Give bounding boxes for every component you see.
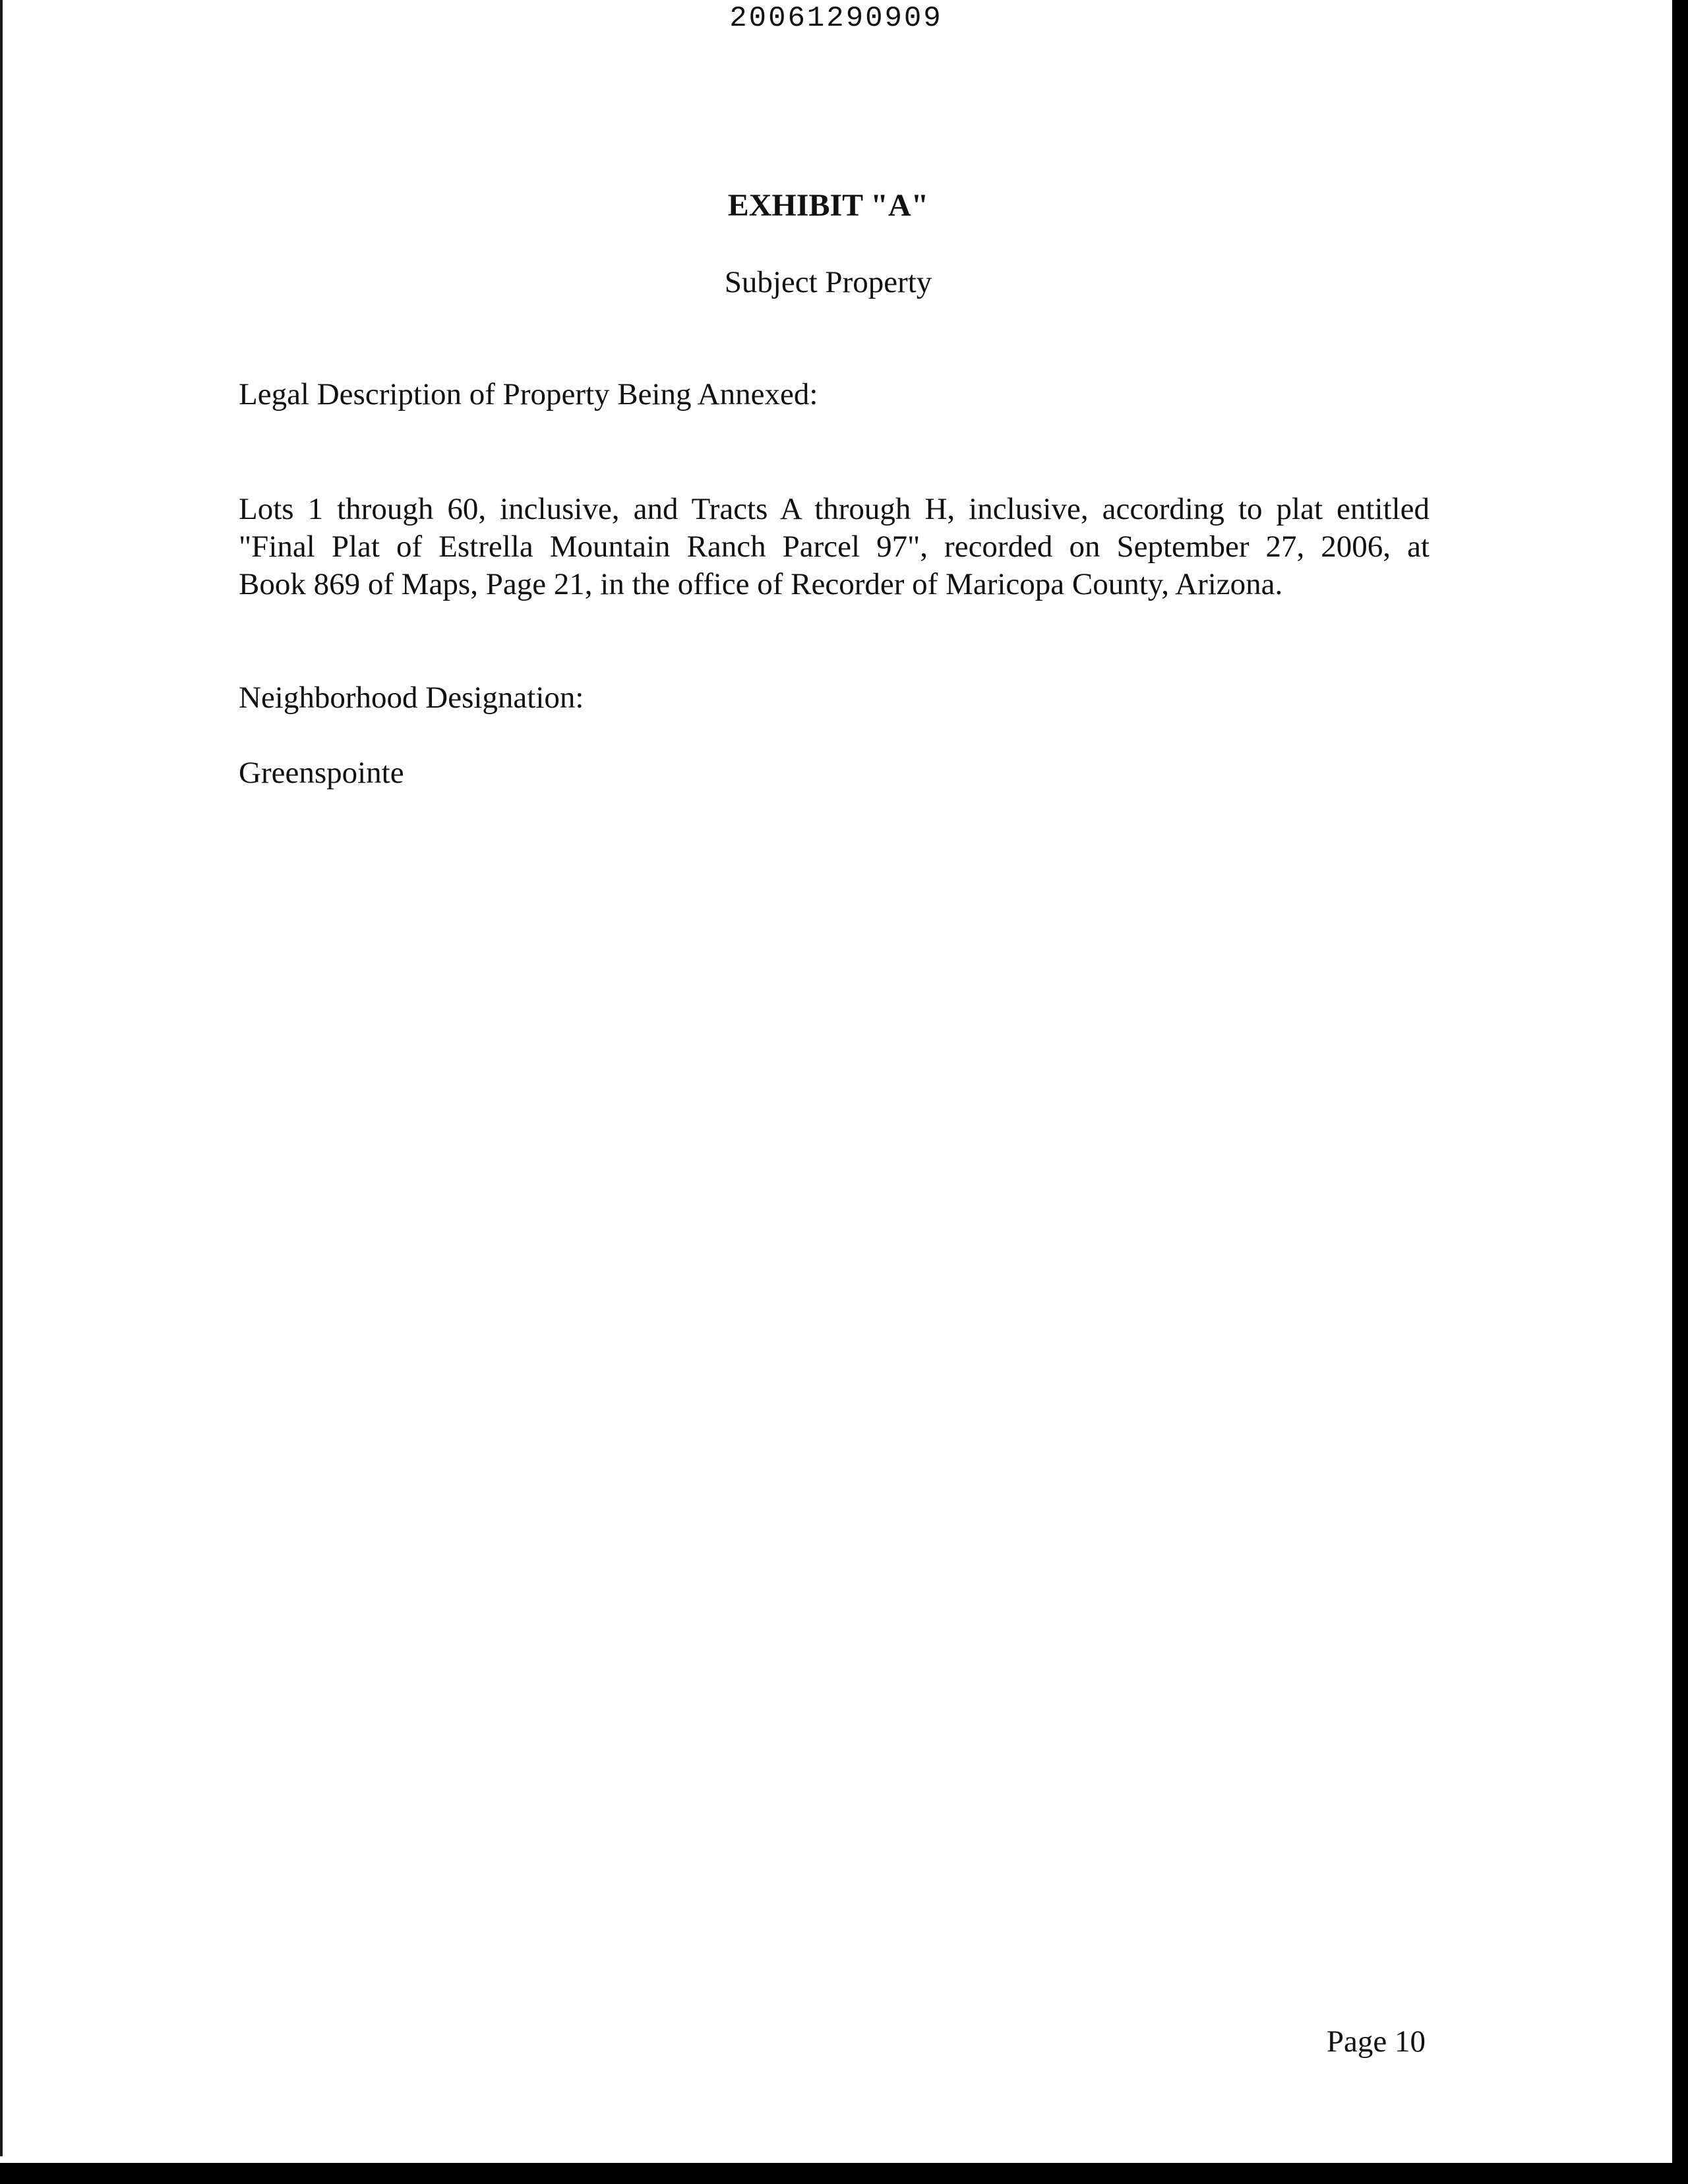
legal-description-line: Lots 1 through 60, inclusive, and Tracts A through H, inclusive, according to plat entitled (239, 492, 1430, 526)
exhibit-subtitle: Subject Property (724, 265, 932, 299)
neighborhood-designation-value: Greenspointe (239, 756, 404, 790)
scan-left-edge (0, 0, 3, 2156)
neighborhood-designation-heading: Neighborhood Designation: (239, 681, 584, 715)
scan-bottom-border (0, 2163, 1688, 2184)
legal-description-line: "Final Plat of Estrella Mountain Ranch Parcel 97", recorded on September 27, 2006, at (239, 530, 1430, 564)
legal-description-line: Book 869 of Maps, Page 21, in the office of Recorder of Maricopa County, Arizona. (239, 567, 1283, 601)
legal-description-body (239, 491, 1430, 603)
page-number: Page 10 (1326, 2024, 1426, 2059)
recording-number-stamp: 20061290909 (729, 2, 943, 35)
scan-right-border (1672, 0, 1688, 2184)
legal-description-heading: Legal Description of Property Being Annexed: (239, 377, 818, 411)
exhibit-title: EXHIBIT "A" (727, 188, 929, 223)
